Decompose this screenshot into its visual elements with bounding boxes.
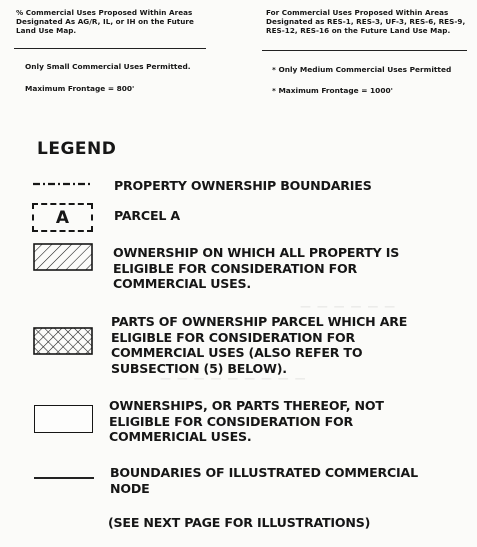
left-column-note bbox=[16, 8, 231, 36]
legend-line: NODE bbox=[110, 480, 150, 496]
legend-line: COMMERCIAL USES. bbox=[113, 276, 251, 292]
single-hatch-symbol bbox=[33, 243, 93, 271]
legend-line: COMMERCIAL USES (ALSO REFER TO bbox=[111, 345, 363, 361]
legend-line: SUBSECTION (5) BELOW). bbox=[111, 360, 287, 376]
legend-line: ELIGIBLE FOR CONSIDERATION FOR bbox=[109, 413, 354, 429]
legend-line: BOUNDARIES OF ILLUSTRATED COMMERCIAL bbox=[110, 465, 418, 480]
legend-line: ELIGIBLE FOR CONSIDERATION FOR bbox=[113, 260, 358, 276]
empty-box-symbol bbox=[34, 405, 93, 433]
left-permitted-text: Only Small Commercial Uses Permitted. bbox=[25, 62, 191, 71]
legend-line: COMMERICIAL USES. bbox=[109, 429, 252, 445]
bleed-through-texture: — — — — — — — — — bbox=[160, 372, 307, 385]
legend-title: LEGEND bbox=[37, 139, 117, 159]
right-note-line: Designated as RES-1, RES-3, UF-3, RES-6, RES-9, bbox=[266, 17, 466, 27]
solid-line-symbol bbox=[34, 477, 94, 479]
legend-footer-note: (SEE NEXT PAGE FOR ILLUSTRATIONS) bbox=[108, 515, 371, 530]
right-permitted-text: * Only Medium Commercial Uses Permitted bbox=[272, 65, 452, 74]
left-note-line: % Commercial Uses Proposed Within Areas bbox=[16, 8, 193, 17]
bleed-through-texture: — — — — — — bbox=[300, 300, 397, 313]
legend-line: OWNERSHIP ON WHICH ALL PROPERTY IS bbox=[113, 245, 400, 260]
right-note-line: RES-12, RES-16 on the Future Land Use Map. bbox=[266, 26, 451, 36]
left-divider-rule bbox=[14, 48, 206, 49]
right-column-note bbox=[266, 8, 476, 36]
cross-hatch-symbol bbox=[33, 327, 93, 355]
dash-dot-line-symbol bbox=[32, 180, 94, 188]
left-frontage-text: Maximum Frontage = 800' bbox=[25, 84, 135, 93]
parcel-box-symbol bbox=[32, 203, 93, 232]
parcel-box-label: A bbox=[55, 207, 70, 228]
legend-item-text bbox=[111, 314, 407, 376]
left-note-line: Land Use Map. bbox=[16, 26, 77, 36]
legend-item-text bbox=[114, 208, 180, 224]
legend-line: PARTS OF OWNERSHIP PARCEL WHICH ARE bbox=[111, 314, 408, 329]
legend-item-text bbox=[113, 245, 399, 292]
legend-item-text bbox=[110, 465, 418, 496]
legend-line: PARCEL A bbox=[114, 208, 180, 223]
left-note-line: Designated As AG/R, IL, or IH on the Future bbox=[16, 17, 194, 27]
right-divider-rule bbox=[262, 50, 467, 51]
right-frontage-text: * Maximum Frontage = 1000' bbox=[272, 86, 393, 95]
legend-line: OWNERSHIPS, OR PARTS THEREOF, NOT bbox=[109, 398, 384, 413]
right-note-line: For Commercial Uses Proposed Within Areas bbox=[266, 8, 449, 17]
legend-line: ELIGIBLE FOR CONSIDERATION FOR bbox=[111, 329, 356, 345]
legend-line: PROPERTY OWNERSHIP BOUNDARIES bbox=[114, 178, 372, 193]
legend-item-text bbox=[109, 398, 384, 445]
legend-item-text bbox=[114, 178, 372, 194]
